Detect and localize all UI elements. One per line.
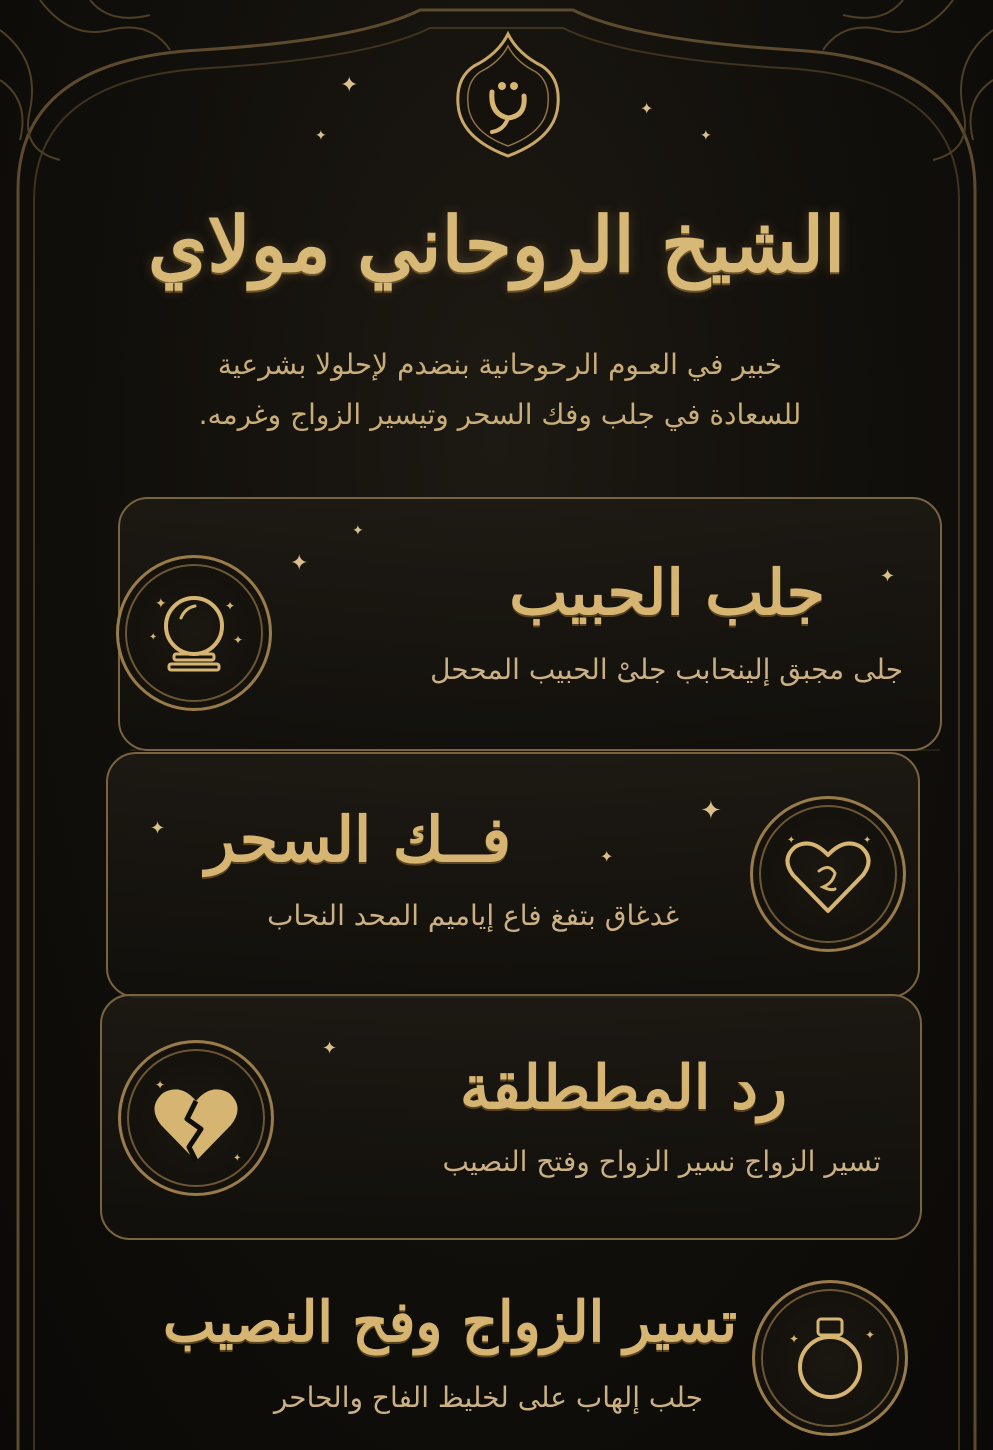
svg-text:✦: ✦ bbox=[865, 1328, 876, 1342]
sparkle-icon: ✦ bbox=[700, 128, 712, 144]
svg-text:✦: ✦ bbox=[789, 1332, 800, 1346]
service-title: تسير الزواج وفح النصيب bbox=[162, 1289, 737, 1355]
svg-text:✦: ✦ bbox=[225, 599, 236, 613]
subtitle-line: للسعادة في جلب وفك السحر وتيسير الزواج وغرمه. bbox=[198, 398, 802, 431]
service-title: رد المططلقة bbox=[459, 1053, 787, 1123]
sparkle-icon: ✦ bbox=[600, 847, 614, 866]
sparkle-icon: ✦ bbox=[640, 99, 654, 118]
subtitle-line: خبير في العـوم الرحوحانية بنضدم لإحلولا بشرعية bbox=[217, 348, 783, 381]
service-title: جلب الحبيب bbox=[509, 556, 825, 629]
service-description: غدغاق بتفغ فاع إياميم المحد النحاب bbox=[267, 899, 679, 932]
svg-text:✦: ✦ bbox=[155, 1078, 166, 1092]
sparkle-icon: ✦ bbox=[150, 818, 166, 839]
arabic-monogram-icon bbox=[452, 30, 564, 160]
subtitle bbox=[130, 340, 870, 440]
broken-heart-icon bbox=[118, 1040, 274, 1196]
svg-text:✦: ✦ bbox=[233, 633, 244, 647]
sparkle-icon: ✦ bbox=[340, 73, 359, 98]
crystal-ball-icon bbox=[116, 555, 272, 711]
service-description: جلب إلهاب على لخليظ الفاح والحاحر bbox=[273, 1381, 703, 1414]
service-title: فــك السحر bbox=[205, 803, 511, 876]
sparkle-icon: ✦ bbox=[352, 523, 364, 539]
svg-text:✦: ✦ bbox=[155, 596, 167, 612]
sparkle-icon: ✦ bbox=[700, 796, 722, 826]
heart-icon bbox=[750, 796, 906, 952]
svg-text:✦: ✦ bbox=[863, 835, 872, 846]
ring-icon bbox=[752, 1280, 908, 1436]
sparkle-icon: ✦ bbox=[880, 566, 896, 587]
page-title: الشيخ الروحاني مولاي bbox=[147, 200, 846, 289]
sparkle-icon: ✦ bbox=[290, 551, 309, 576]
sparkle-icon: ✦ bbox=[322, 1038, 338, 1059]
sparkle-icon: ✦ bbox=[315, 128, 327, 144]
svg-text:✦: ✦ bbox=[149, 632, 158, 643]
svg-text:✦: ✦ bbox=[233, 1153, 242, 1164]
svg-text:✦: ✦ bbox=[787, 835, 796, 846]
service-description: جلى مجبق إلينحابب جلىْ الحبيب المححل bbox=[430, 653, 903, 686]
service-description: تسير الزواج نسير الزواح وفتح النصيب bbox=[442, 1145, 881, 1178]
